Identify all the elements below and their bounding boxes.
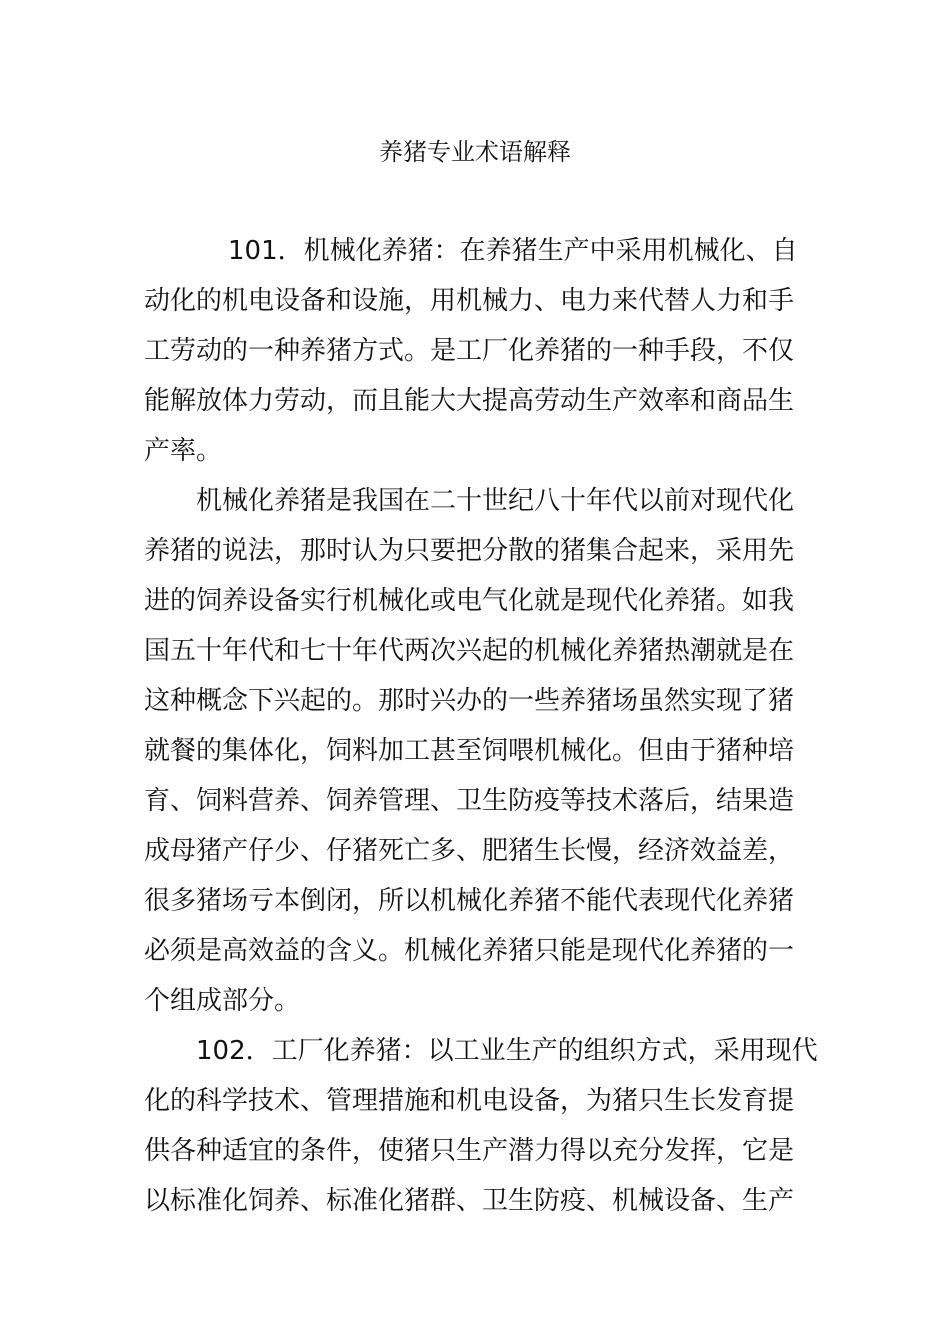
text-line: 101．机械化养猪：在养猪生产中采用机械化、自	[228, 236, 798, 266]
text-line: 供各种适宜的条件，使猪只生产潜力得以充分发挥，它是	[144, 1136, 795, 1166]
text-line: 动化的机电设备和设施，用机械力、电力来代替人力和手	[144, 286, 795, 316]
text-line: 育、饲料营养、饲养管理、卫生防疫等技术落后，结果造	[144, 786, 795, 816]
paragraph-101-mechanized-pig-farming	[144, 226, 824, 476]
text-line: 能解放体力劳动，而且能大大提高劳动生产效率和商品生	[144, 386, 795, 416]
text-line: 这种概念下兴起的。那时兴办的一些养猪场虽然实现了猪	[144, 686, 795, 716]
text-line: 产率。	[144, 436, 223, 466]
paragraph-102-factory-pig-farming	[144, 1026, 824, 1226]
text-line: 机械化养猪是我国在二十世纪八十年代以前对现代化	[196, 486, 795, 516]
text-line: 个组成部分。	[144, 986, 301, 1016]
text-line: 很多猪场亏本倒闭，所以机械化养猪不能代表现代化养猪	[144, 886, 795, 916]
text-line: 化的科学技术、管理措施和机电设备，为猪只生长发育提	[144, 1086, 795, 1116]
text-line: 就餐的集体化，饲料加工甚至饲喂机械化。但由于猪种培	[144, 736, 795, 766]
document-title: 养猪专业术语解释	[379, 138, 571, 166]
text-line: 工劳动的一种养猪方式。是工厂化养猪的一种手段，不仅	[144, 336, 795, 366]
text-line: 养猪的说法，那时认为只要把分散的猪集合起来，采用先	[144, 536, 795, 566]
text-line: 必须是高效益的含义。机械化养猪只能是现代化养猪的一	[144, 936, 795, 966]
text-line: 国五十年代和七十年代两次兴起的机械化养猪热潮就是在	[144, 636, 795, 666]
text-line: 102．工厂化养猪：以工业生产的组织方式，采用现代	[196, 1036, 818, 1066]
paragraph-mechanized-history	[144, 476, 824, 1026]
text-line: 以标准化饲养、标准化猪群、卫生防疫、机械设备、生产	[144, 1186, 795, 1216]
text-line: 进的饲养设备实行机械化或电气化就是现代化养猪。如我	[144, 586, 795, 616]
text-line: 成母猪产仔少、仔猪死亡多、肥猪生长慢，经济效益差，	[144, 836, 795, 866]
